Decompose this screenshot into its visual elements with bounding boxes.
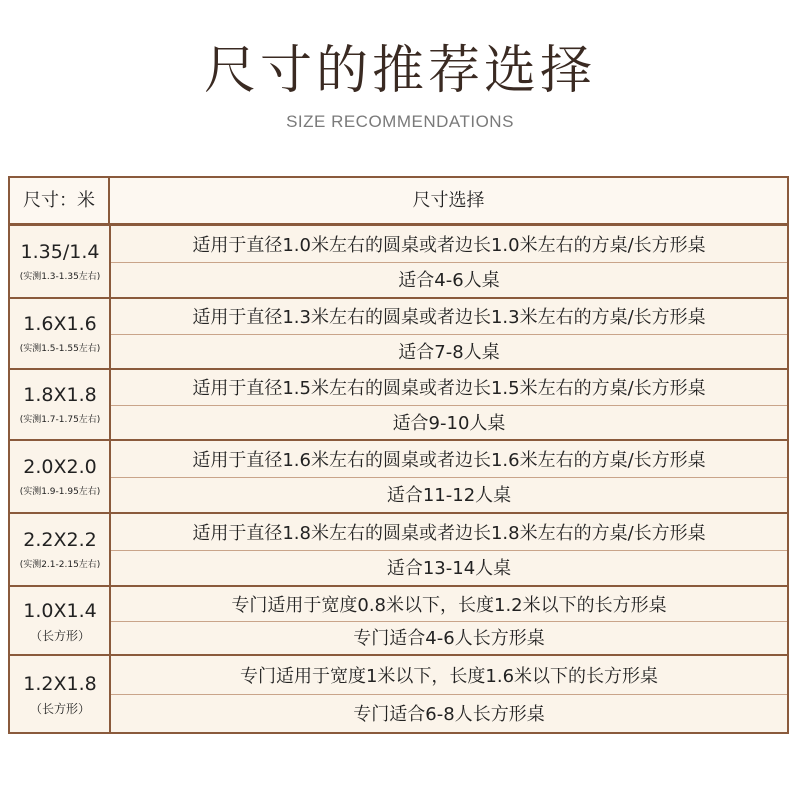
page-title: 尺寸的推荐选择 bbox=[203, 41, 596, 101]
usage-text: 适用于直径1.6米左右的圆桌或者边长1.6米左右的方桌/长方形桌 bbox=[111, 441, 787, 478]
capacity-text: 适合13-14人桌 bbox=[386, 558, 512, 580]
capacity-text: 专门适合6-8人长方形桌 bbox=[353, 704, 545, 725]
table-row bbox=[10, 654, 787, 732]
usage-text: 适用于直径1.5米左右的圆桌或者边长1.5米左右的方桌/长方形桌 bbox=[111, 370, 787, 406]
size-value: 1.6X1.6 bbox=[23, 312, 97, 335]
size-cell bbox=[10, 441, 110, 512]
size-table bbox=[8, 176, 789, 734]
table-row bbox=[10, 439, 787, 512]
usage-text: 专门适用于宽度0.8米以下，长度1.2米以下的长方形桌 bbox=[111, 587, 787, 622]
size-value: 1.8X1.8 bbox=[23, 383, 97, 406]
size-cell bbox=[10, 226, 110, 297]
size-value: 2.2X2.2 bbox=[23, 528, 97, 551]
capacity-text: 适合11-12人桌 bbox=[386, 485, 512, 507]
size-value: 2.0X2.0 bbox=[23, 455, 97, 478]
size-value: 1.2X1.8 bbox=[23, 673, 97, 695]
size-cell bbox=[10, 299, 110, 368]
size-note: (实测1.7-1.75左右) bbox=[19, 414, 101, 425]
usage-text: 适用于直径1.8米左右的圆桌或者边长1.8米左右的方桌/长方形桌 bbox=[111, 514, 787, 551]
capacity-text: 适合4-6人桌 bbox=[398, 270, 500, 292]
capacity-text: 适合9-10人桌 bbox=[392, 412, 506, 434]
size-cell bbox=[10, 514, 110, 585]
usage-text: 专门适用于宽度1米以下，长度1.6米以下的长方形桌 bbox=[111, 656, 787, 695]
table-row bbox=[10, 585, 787, 654]
size-note: （长方形） bbox=[29, 628, 90, 643]
header-size-label: 尺寸：米 bbox=[10, 178, 110, 223]
size-note: (实测1.3-1.35左右) bbox=[19, 271, 101, 282]
table-row bbox=[10, 297, 787, 368]
size-cell bbox=[10, 656, 110, 732]
table-row bbox=[10, 512, 787, 585]
size-note: （长方形） bbox=[29, 702, 90, 716]
usage-text: 适用于直径1.0米左右的圆桌或者边长1.0米左右的方桌/长方形桌 bbox=[111, 226, 787, 263]
size-value: 1.35/1.4 bbox=[20, 240, 100, 263]
size-cell bbox=[10, 587, 110, 654]
capacity-text: 适合7-8人桌 bbox=[398, 341, 500, 363]
table-row bbox=[10, 226, 787, 297]
size-note: (实测2.1-2.15左右) bbox=[19, 559, 101, 570]
page-subtitle: SIZE RECOMMENDATIONS bbox=[286, 112, 514, 131]
table-row bbox=[10, 368, 787, 439]
size-cell bbox=[10, 370, 110, 439]
capacity-text: 专门适合4-6人长方形桌 bbox=[353, 628, 545, 650]
size-note: (实测1.5-1.55左右) bbox=[19, 343, 101, 354]
size-value: 1.0X1.4 bbox=[23, 599, 97, 622]
table-header bbox=[10, 178, 787, 226]
usage-text: 适用于直径1.3米左右的圆桌或者边长1.3米左右的方桌/长方形桌 bbox=[111, 299, 787, 335]
header-choice-label: 尺寸选择 bbox=[412, 190, 485, 211]
size-note: (实测1.9-1.95左右) bbox=[19, 486, 101, 497]
